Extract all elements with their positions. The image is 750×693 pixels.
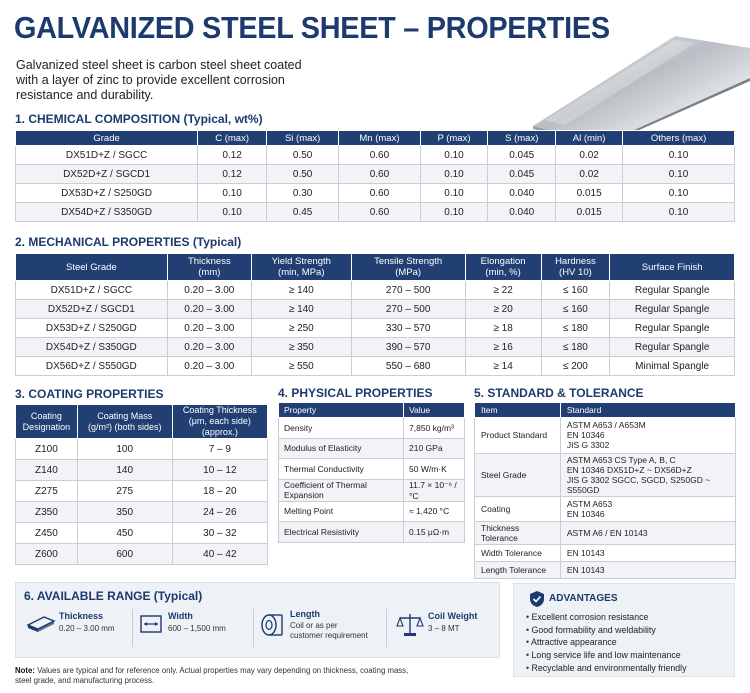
- length-value-line1: Coil or as per: [290, 621, 338, 630]
- column-header: Yield Strength (min, MPa): [251, 254, 351, 281]
- column-header: Value: [404, 403, 465, 418]
- page-title: GALVANIZED STEEL SHEET – PROPERTIES: [14, 10, 610, 45]
- table-cell: 0.10: [420, 203, 488, 222]
- table-cell: 0.10: [198, 184, 267, 203]
- note-text: Values are typical and for reference only. Actual properties may vary depending on thickness, coating mass, steel grade, and manufacturing process.: [15, 666, 409, 685]
- table-row: [475, 544, 736, 561]
- table-row: [279, 459, 465, 480]
- table-row: [16, 165, 735, 184]
- table-cell: Coefficient of Thermal Expansion: [279, 479, 404, 501]
- table-cell: ≥ 140: [251, 281, 351, 300]
- thickness-label: Thickness: [59, 611, 104, 621]
- footnote: [15, 666, 415, 686]
- range-title-text: 6. AVAILABLE RANGE: [24, 589, 151, 603]
- length-label: Length: [290, 609, 320, 619]
- column-header: Elongation (min, %): [465, 254, 541, 281]
- table-cell: 0.045: [488, 165, 556, 184]
- table-cell: Melting Point: [279, 501, 404, 522]
- table-cell: 0.20 – 3.00: [167, 281, 251, 300]
- table-cell: Z100: [16, 439, 78, 460]
- table-cell: 0.10: [420, 184, 488, 203]
- thickness-value: 0.20 – 3.00 mm: [59, 624, 115, 633]
- table-cell: 0.10: [420, 146, 488, 165]
- width-icon: [138, 611, 164, 637]
- table-cell: 0.02: [556, 165, 623, 184]
- table-cell: 350: [77, 502, 172, 523]
- table-cell: Regular Spangle: [610, 338, 735, 357]
- column-header: Standard: [560, 403, 735, 418]
- column-header: Si (max): [267, 131, 339, 146]
- table-cell: 18 – 20: [172, 481, 267, 502]
- table-cell: 7 – 9: [172, 439, 267, 460]
- table-cell: ≥ 350: [251, 338, 351, 357]
- length-value-line2: customer requirement: [290, 631, 368, 640]
- table-cell: 600: [77, 544, 172, 565]
- table-cell: 0.45: [267, 203, 339, 222]
- column-header: Steel Grade: [16, 254, 168, 281]
- standard-section-title: 5. STANDARD & TOLERANCE: [474, 386, 644, 400]
- width-label: Width: [168, 611, 193, 621]
- physical-properties-table: [278, 402, 465, 543]
- advantage-item: • Good formability and weldability: [526, 624, 687, 637]
- table-cell: 30 – 32: [172, 523, 267, 544]
- table-cell: DX54D+Z / S350GD: [16, 203, 198, 222]
- table-row: [475, 418, 736, 454]
- standard-item: Product Standard: [475, 418, 561, 454]
- range-item-thickness: [26, 607, 136, 651]
- coil-length-icon: [260, 611, 286, 639]
- table-cell: 0.60: [339, 203, 421, 222]
- physical-section-title: 4. PHYSICAL PROPERTIES: [278, 386, 433, 400]
- table-cell: DX56D+Z / S550GD: [16, 357, 168, 376]
- table-cell: ≤ 160: [541, 281, 610, 300]
- table-row: [16, 281, 735, 300]
- table-cell: ≥ 550: [251, 357, 351, 376]
- chemical-title-text: 1. CHEMICAL COMPOSITION: [15, 112, 181, 126]
- table-cell: Z600: [16, 544, 78, 565]
- mechanical-section-title: [15, 235, 241, 249]
- table-cell: Thermal Conductivity: [279, 459, 404, 480]
- table-row: [16, 544, 268, 565]
- coil-weight-value: 3 – 8 MT: [428, 624, 460, 633]
- table-cell: ≥ 140: [251, 300, 351, 319]
- table-cell: 50 W/m·K: [404, 459, 465, 480]
- table-cell: ≈ 1,420 °C: [404, 501, 465, 522]
- column-header: Property: [279, 403, 404, 418]
- range-section-title: [24, 589, 202, 603]
- table-cell: DX53D+Z / S250GD: [16, 319, 168, 338]
- chemical-composition-table: [15, 130, 735, 222]
- thickness-icon: [26, 611, 56, 637]
- table-row: [16, 460, 268, 481]
- range-divider: [132, 609, 133, 647]
- table-cell: DX53D+Z / S250GD: [16, 184, 198, 203]
- column-header: P (max): [420, 131, 488, 146]
- table-cell: DX54D+Z / S350GD: [16, 338, 168, 357]
- table-row: [16, 481, 268, 502]
- mechanical-title-text: 2. MECHANICAL PROPERTIES: [15, 235, 190, 249]
- table-cell: ≥ 250: [251, 319, 351, 338]
- column-header: Others (max): [623, 131, 735, 146]
- table-cell: 140: [77, 460, 172, 481]
- column-header: Al (min): [556, 131, 623, 146]
- table-cell: Z450: [16, 523, 78, 544]
- column-header: S (max): [488, 131, 556, 146]
- standard-item: Thickness Tolerance: [475, 521, 561, 544]
- table-cell: 0.015: [556, 203, 623, 222]
- column-header: Tensile Strength (MPa): [351, 254, 465, 281]
- shield-check-icon: [529, 590, 545, 608]
- standard-value: ASTM A6 / EN 10143: [560, 521, 735, 544]
- range-divider: [253, 609, 254, 647]
- table-cell: 24 – 26: [172, 502, 267, 523]
- table-row: [16, 439, 268, 460]
- table-cell: 0.60: [339, 165, 421, 184]
- standard-value: ASTM A653 EN 10346: [560, 496, 735, 521]
- table-cell: 0.10: [623, 184, 735, 203]
- table-cell: 550 – 680: [351, 357, 465, 376]
- column-header: Coating Thickness (μm, each side) (approx.): [172, 405, 267, 439]
- table-cell: 0.10: [623, 203, 735, 222]
- table-cell: 0.045: [488, 146, 556, 165]
- table-cell: Regular Spangle: [610, 281, 735, 300]
- table-cell: 0.12: [198, 165, 267, 184]
- table-cell: 10 – 12: [172, 460, 267, 481]
- column-header: Item: [475, 403, 561, 418]
- standard-tolerance-table: [474, 402, 736, 579]
- table-cell: Minimal Spangle: [610, 357, 735, 376]
- table-cell: ≥ 14: [465, 357, 541, 376]
- table-cell: 0.10: [623, 165, 735, 184]
- table-cell: 0.20 – 3.00: [167, 357, 251, 376]
- standard-item: Steel Grade: [475, 453, 561, 496]
- note-label: Note:: [15, 666, 35, 675]
- table-cell: ≥ 22: [465, 281, 541, 300]
- table-row: [16, 338, 735, 357]
- table-row: [475, 521, 736, 544]
- coating-section-title: 3. COATING PROPERTIES: [15, 387, 164, 401]
- intro-text: Galvanized steel sheet is carbon steel sheet coated with a layer of zinc to provide excellent corrosion resistance and durability.: [16, 58, 302, 102]
- table-row: [16, 523, 268, 544]
- column-header: Mn (max): [339, 131, 421, 146]
- table-cell: 0.60: [339, 184, 421, 203]
- range-item-coil-weight: [396, 607, 496, 651]
- column-header: Grade: [16, 131, 198, 146]
- table-cell: 0.10: [420, 165, 488, 184]
- table-cell: 0.20 – 3.00: [167, 319, 251, 338]
- table-cell: 0.30: [267, 184, 339, 203]
- column-header: Thickness (mm): [167, 254, 251, 281]
- advantage-item: • Attractive appearance: [526, 636, 687, 649]
- column-header: C (max): [198, 131, 267, 146]
- table-cell: ≥ 20: [465, 300, 541, 319]
- table-cell: ≥ 18: [465, 319, 541, 338]
- available-range-panel: [15, 582, 500, 658]
- table-cell: 210 GPa: [404, 438, 465, 459]
- table-row: [16, 203, 735, 222]
- table-row: [279, 501, 465, 522]
- standard-value: EN 10143: [560, 561, 735, 578]
- advantages-panel: [513, 583, 735, 677]
- standard-item: Width Tolerance: [475, 544, 561, 561]
- table-cell: Modulus of Elasticity: [279, 438, 404, 459]
- advantage-item: • Excellent corrosion resistance: [526, 611, 687, 624]
- advantages-list: [526, 611, 687, 675]
- table-cell: ≤ 180: [541, 319, 610, 338]
- table-cell: DX52D+Z / SGCD1: [16, 300, 168, 319]
- table-cell: Regular Spangle: [610, 300, 735, 319]
- mechanical-subtitle-text: (Typical): [192, 235, 242, 249]
- table-cell: 275: [77, 481, 172, 502]
- table-cell: DX51D+Z / SGCC: [16, 281, 168, 300]
- advantage-item: • Long service life and low maintenance: [526, 649, 687, 662]
- table-cell: ≤ 180: [541, 338, 610, 357]
- table-cell: 0.50: [267, 165, 339, 184]
- range-subtitle-text: (Typical): [153, 589, 203, 603]
- chemical-subtitle-text: (Typical, wt%): [183, 112, 263, 126]
- table-cell: 7,850 kg/m³: [404, 418, 465, 439]
- table-cell: 0.15 μΩ·m: [404, 522, 465, 543]
- table-row: [475, 561, 736, 578]
- steel-sheet-image: [525, 28, 750, 146]
- table-cell: 0.10: [198, 203, 267, 222]
- standard-value: ASTM A653 CS Type A, B, C EN 10346 DX51D+Z ~ DX56D+Z JIS G 3302 SGCC, SGCD, S250GD ~ S550GD: [560, 453, 735, 496]
- table-cell: ≤ 160: [541, 300, 610, 319]
- table-cell: 0.040: [488, 184, 556, 203]
- range-item-width: [138, 607, 248, 651]
- table-cell: 270 – 500: [351, 300, 465, 319]
- standard-value: EN 10143: [560, 544, 735, 561]
- table-row: [279, 418, 465, 439]
- standard-item: Length Tolerance: [475, 561, 561, 578]
- column-header: Coating Designation: [16, 405, 78, 439]
- table-cell: 40 – 42: [172, 544, 267, 565]
- range-divider: [386, 609, 387, 647]
- table-cell: 270 – 500: [351, 281, 465, 300]
- table-cell: 0.60: [339, 146, 421, 165]
- table-cell: 0.10: [623, 146, 735, 165]
- column-header: Hardness (HV 10): [541, 254, 610, 281]
- table-row: [16, 357, 735, 376]
- table-cell: Regular Spangle: [610, 319, 735, 338]
- table-cell: 100: [77, 439, 172, 460]
- table-row: [475, 496, 736, 521]
- table-cell: 390 – 570: [351, 338, 465, 357]
- mechanical-properties-table: [15, 253, 735, 376]
- table-row: [279, 438, 465, 459]
- coating-properties-table: [15, 404, 268, 565]
- scale-icon: [396, 611, 424, 639]
- table-cell: 0.040: [488, 203, 556, 222]
- table-cell: Z140: [16, 460, 78, 481]
- table-cell: ≥ 16: [465, 338, 541, 357]
- table-cell: 0.20 – 3.00: [167, 338, 251, 357]
- table-cell: ≤ 200: [541, 357, 610, 376]
- range-item-length: [260, 607, 390, 651]
- table-row: [16, 300, 735, 319]
- advantage-item: • Recyclable and environmentally friendly: [526, 662, 687, 675]
- table-cell: 0.02: [556, 146, 623, 165]
- table-cell: 330 – 570: [351, 319, 465, 338]
- table-cell: 450: [77, 523, 172, 544]
- table-cell: DX51D+Z / SGCC: [16, 146, 198, 165]
- coil-weight-label: Coil Weight: [428, 611, 478, 621]
- table-cell: Z275: [16, 481, 78, 502]
- table-cell: 11.7 × 10⁻⁶ /°C: [404, 479, 465, 501]
- table-row: [16, 184, 735, 203]
- table-cell: DX52D+Z / SGCD1: [16, 165, 198, 184]
- table-cell: 0.015: [556, 184, 623, 203]
- standard-item: Coating: [475, 496, 561, 521]
- table-cell: Z350: [16, 502, 78, 523]
- table-row: [16, 146, 735, 165]
- standard-value: ASTM A653 / A653M EN 10346 JIS G 3302: [560, 418, 735, 454]
- advantages-title: ADVANTAGES: [549, 593, 618, 604]
- table-row: [475, 453, 736, 496]
- table-cell: 0.20 – 3.00: [167, 300, 251, 319]
- table-cell: Electrical Resistivity: [279, 522, 404, 543]
- table-row: [16, 502, 268, 523]
- table-row: [16, 319, 735, 338]
- column-header: Coating Mass (g/m²) (both sides): [77, 405, 172, 439]
- width-value: 600 – 1,500 mm: [168, 624, 226, 633]
- table-cell: 0.12: [198, 146, 267, 165]
- table-cell: Density: [279, 418, 404, 439]
- table-row: [279, 522, 465, 543]
- table-row: [279, 479, 465, 501]
- chemical-section-title: [15, 112, 263, 126]
- table-cell: 0.50: [267, 146, 339, 165]
- column-header: Surface Finish: [610, 254, 735, 281]
